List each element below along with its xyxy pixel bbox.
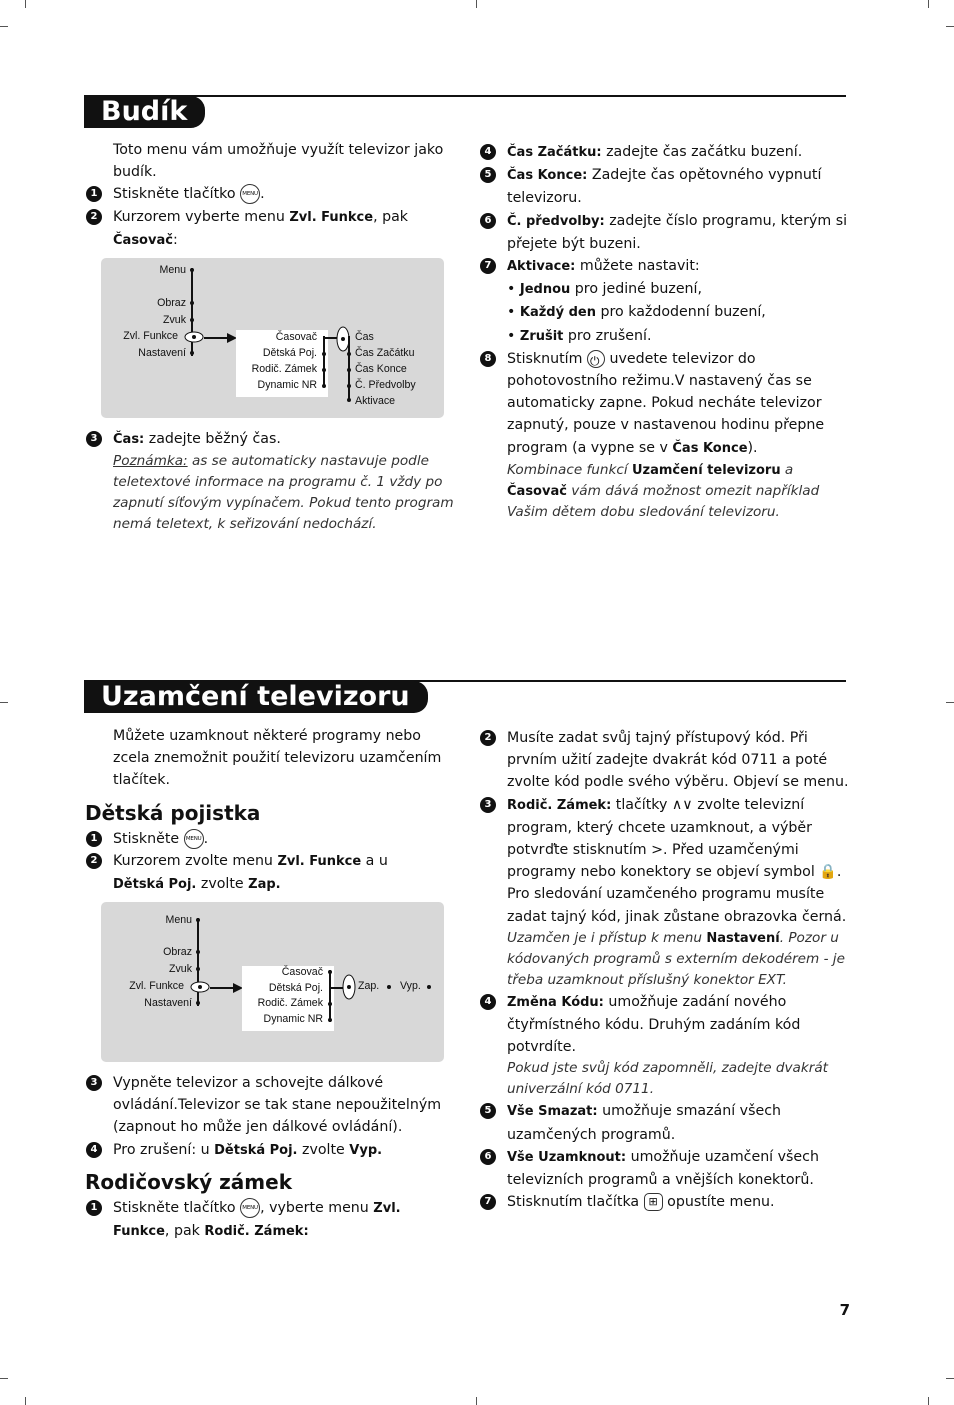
step-text: Vypněte televizor a schovejte dálkové ovládání.Televizor se tak stane nepoužitelným (zapnout ho může jen dálkové ovládání). [113, 1075, 442, 1136]
step-number: 4 [480, 144, 496, 160]
submenu-item: Rodič. Zámek [257, 997, 323, 1009]
diagram-item: Zvuk [163, 314, 186, 326]
note-body: vám dává možnost omezit například Vašim dětem dobu sledování televizoru. [507, 482, 820, 520]
note-label: Poznámka: [113, 453, 188, 470]
diagram-item: Nastavení [144, 997, 192, 1009]
step-text: tlačítky ∧∨ zvolte televizní program, který chcete uzamknout, a výběr potvrďte stisknutím >. Před uzamčenými programy nebo konektory se objeví symbol 🔒. Pro sledování uzamčeného programu musíte zadat tajný kód, jinak zůstane obrazovka černá. [507, 796, 847, 925]
lock-left-column [113, 725, 453, 792]
step-5 [484, 164, 852, 209]
step-text: můžete nastavit: [575, 258, 700, 275]
note-body: Kombinace funkcí [507, 461, 632, 478]
diagram-dot [190, 351, 194, 355]
menu-button-icon: MENU [240, 1198, 260, 1218]
step-number: 6 [480, 1149, 496, 1165]
step-4 [484, 141, 852, 164]
bold-term: Změna Kódu: [507, 994, 604, 1010]
crop-mark [946, 26, 954, 27]
diagram-dot [196, 918, 200, 922]
bold-term: Uzamčení televizoru [631, 462, 781, 478]
diagram-item: Zvuk [169, 963, 192, 975]
crop-mark [25, 0, 26, 8]
bold-term: Zvl. Funkce [277, 854, 362, 870]
step-3 [90, 428, 458, 451]
note-text [507, 928, 852, 991]
step-text: Stiskněte tlačítko [113, 1200, 236, 1216]
step-text: , vyberte menu [260, 1200, 374, 1216]
step-text: , pak [164, 1223, 205, 1240]
crop-mark [0, 1378, 8, 1379]
step-number: 7 [480, 1194, 496, 1210]
step-number: 3 [480, 797, 496, 813]
cursor-navigation-icon [190, 981, 210, 993]
diagram-item-selected: Zvl. Funkce [129, 980, 184, 992]
sub-submenu-item: Aktivace [355, 395, 396, 407]
bold-term: Č. předvolby: [507, 213, 605, 229]
submenu-item: Dětská Poj. [262, 347, 317, 359]
step-4 [484, 991, 852, 1059]
section-title-lock [84, 681, 428, 713]
diagram-item: Obraz [157, 297, 186, 309]
step-text: . [203, 831, 209, 847]
child-lock-steps-lower [90, 1072, 453, 1162]
step-5 [484, 1100, 852, 1145]
crop-mark [928, 1397, 929, 1405]
diagram-dot [190, 301, 194, 305]
submenu-item-selected: Časovač [275, 331, 317, 343]
option-daily: • Každý den pro každodenní buzení, [507, 304, 766, 321]
submenu-item-selected: Dětská Poj. [268, 982, 323, 994]
step-1 [90, 828, 453, 850]
step-text: Stisknutím tlačítka [507, 1194, 640, 1211]
note-text: Pokud jste svůj kód zapomněli, zadejte dvakrát univerzální kód 0711. [507, 1060, 829, 1098]
step-2 [90, 850, 453, 896]
step-number: 2 [480, 730, 496, 746]
crop-mark [476, 0, 477, 8]
bold-term: Časovač [113, 232, 173, 248]
bold-term: Čas Konce: [507, 168, 588, 184]
step-text: Musíte zadat svůj tajný přístupový kód. Při prvním užití zadejte dvakrát kód 0711 a poté zvolte kód podle svého výběru. Objeví se menu. [507, 730, 849, 791]
option-once: • Jednou pro jediné buzení, [507, 281, 702, 298]
step-text: . [260, 186, 265, 203]
submenu-item: Rodič. Zámek [251, 363, 317, 375]
step-text: Stiskněte [113, 831, 180, 847]
step-text: zadejte číslo programu, kterým si přejete být buzeni. [507, 212, 848, 252]
option-text: pro jediné buzení, [570, 281, 702, 298]
step-text: : [172, 231, 178, 248]
step-number: 2 [86, 853, 102, 869]
bold-term: Čas: [113, 432, 145, 447]
bold-term: Dětská Poj. [214, 1142, 298, 1158]
bold-term: Časovač [507, 483, 567, 499]
section-rule [84, 95, 846, 97]
step-1 [90, 1197, 453, 1243]
diagram-dot [328, 1018, 332, 1022]
step-number: 7 [480, 258, 496, 274]
step-text: Pro zrušení: u [113, 1141, 215, 1158]
budik-right-column [484, 141, 852, 523]
child-lock-steps [90, 828, 453, 897]
parental-lock-steps [90, 1197, 453, 1243]
step-text: Zadejte čas opětovného vypnutí televizoru. [507, 167, 822, 207]
step-number: 4 [86, 1142, 102, 1158]
step-number: 4 [480, 994, 496, 1010]
diagram-dot [322, 368, 326, 372]
menu-diagram-timer [101, 258, 444, 418]
diagram-dot [190, 318, 194, 322]
step-2 [484, 727, 852, 794]
heading-parental-lock: Rodičovský zámek [85, 1170, 292, 1194]
title-text: Uzamčení televizoru [101, 681, 410, 712]
diagram-dot [347, 384, 351, 388]
intro-text: Můžete uzamknout některé programy nebo zcela znemožnit použití televizoru uzamčením tlačítek. [113, 728, 442, 789]
option-on: Zap. [358, 980, 380, 992]
diagram-dot [196, 967, 200, 971]
diagram-menu-label: Menu [159, 264, 186, 276]
step-number: 1 [86, 1200, 102, 1216]
diagram-menu-label: Menu [165, 914, 192, 926]
sub-submenu-item: Č. Předvolby [355, 379, 416, 391]
diagram-dot [347, 352, 351, 356]
section-title-budik [84, 96, 205, 128]
bold-term: Vše Smazat: [507, 1104, 598, 1120]
diagram-dot [347, 368, 351, 372]
diagram-line [323, 336, 325, 386]
step-1 [90, 183, 458, 205]
exit-button-icon: ⊞ [644, 1193, 663, 1211]
step-3 [90, 1072, 453, 1139]
crop-mark [25, 1397, 26, 1405]
menu-button-icon: MENU [184, 829, 204, 849]
bold-term: Dětská Poj. [113, 877, 197, 893]
note-text [113, 451, 458, 535]
bold-term: Zvl. Funkce [113, 1201, 401, 1240]
step-text: ). [747, 439, 758, 456]
step-text: zadejte čas začátku buzení. [601, 144, 803, 160]
diagram-item: Nastavení [138, 347, 186, 359]
step-text: zvolte [297, 1141, 350, 1158]
sub-submenu-item: Čas Začátku [355, 347, 415, 359]
step-text: zvolte [196, 876, 249, 893]
budik-left-column-lower [90, 428, 458, 535]
crop-mark [946, 1378, 954, 1379]
step-text: opustíte menu. [667, 1194, 775, 1211]
step-7 [484, 255, 852, 278]
page-number: 7 [839, 1301, 850, 1319]
step-number: 8 [480, 351, 496, 367]
bold-term: Vyp. [349, 1142, 383, 1158]
step-number: 6 [480, 213, 496, 229]
step-7 [484, 1191, 852, 1213]
step-4 [90, 1139, 453, 1162]
diagram-dot [196, 1001, 200, 1005]
diagram-dot [328, 970, 332, 974]
step-3 [484, 794, 852, 928]
step-number: 5 [480, 167, 496, 183]
bold-term: Aktivace: [507, 259, 576, 275]
option-off: Vyp. [400, 980, 421, 992]
step-text: a u [361, 853, 388, 870]
power-button-icon [587, 350, 605, 368]
submenu-item: Dynamic NR [263, 1013, 323, 1025]
step-6 [484, 1146, 852, 1191]
bold-term: Čas Konce [672, 440, 748, 456]
step-number: 2 [86, 209, 102, 225]
bold-term: Zvl. Funkce [289, 209, 374, 225]
sub-submenu-item: Čas [355, 331, 374, 343]
step-number: 3 [86, 431, 102, 447]
step-number: 5 [480, 1103, 496, 1119]
bold-term: Zap. [248, 877, 281, 893]
menu-button-icon: MENU [240, 184, 260, 204]
bold-term: Rodič. Zámek: [204, 1224, 309, 1240]
diagram-dot [190, 268, 194, 272]
bold-term: Vše Uzamknout: [507, 1149, 627, 1165]
step-text: Kurzorem vyberte menu [113, 208, 290, 225]
step-text: Stiskněte tlačítko [113, 186, 236, 203]
diagram-line [329, 970, 331, 1022]
diagram-dot [322, 384, 326, 388]
step-text: umožňuje zadání nového čtyřmístného kódu. Druhým zadáním kód potvrdíte. [507, 993, 801, 1056]
diagram-dot [322, 352, 326, 356]
submenu-item: Dynamic NR [257, 379, 317, 391]
crop-mark [946, 702, 954, 703]
cursor-navigation-icon [342, 974, 356, 1000]
step-number: 1 [86, 831, 102, 847]
step-8 [484, 348, 852, 460]
diagram-dot [347, 398, 351, 402]
crop-mark [476, 1397, 477, 1405]
step-text: , pak [373, 208, 409, 225]
note-body: Uzamčen je i přístup k menu [507, 929, 707, 946]
diagram-item-selected: Zvl. Funkce [123, 330, 178, 342]
bold-term: Rodič. Zámek: [507, 797, 612, 813]
menu-diagram-child-lock [101, 902, 444, 1062]
step-text: umožňuje smazání všech uzamčených programů. [507, 1103, 781, 1143]
bold-term: Jednou [519, 282, 571, 298]
combination-note [507, 460, 852, 523]
submenu-item: Časovač [281, 966, 323, 978]
step-text: Stisknutím [507, 350, 583, 367]
bold-term: Nastavení [706, 930, 780, 946]
title-text: Budík [101, 96, 188, 127]
diagram-dot [387, 985, 391, 989]
step-number: 3 [86, 1075, 102, 1091]
step-text: umožňuje uzamčení všech televizních programů a vnějších konektorů. [507, 1148, 819, 1189]
diagram-dot [196, 950, 200, 954]
bold-term: Každý den [519, 305, 596, 321]
diagram-item: Obraz [163, 946, 192, 958]
cursor-navigation-icon [184, 331, 204, 343]
step-number: 1 [86, 186, 102, 202]
step-2 [90, 206, 458, 252]
note-body: . Pozor u kódovaných programů s externím dekodérem - je třeba uzamknout příslušný konektor EXT. [507, 929, 845, 988]
diagram-dot [427, 985, 431, 989]
intro-text: Toto menu vám umožňuje využít televizor jako budík. [113, 142, 444, 181]
heading-child-lock: Dětská pojistka [85, 801, 261, 825]
crop-mark [0, 26, 8, 27]
diagram-dot [328, 1002, 332, 1006]
note-body: a [780, 461, 794, 478]
step-6 [484, 210, 852, 255]
bold-term: Čas Začátku: [507, 145, 602, 160]
crop-mark [0, 702, 8, 703]
step-text: uvedete televizor do pohotovostního režimu.V nastavený čas se automaticky zapne. Pokud necháte televizor zapnutý, pouze v nastavenou hodinu přepne program (a vypne se v [507, 350, 825, 456]
crop-mark [928, 0, 929, 8]
option-text: pro zrušení. [563, 327, 652, 344]
option-text: pro každodenní buzení, [596, 304, 766, 321]
sub-submenu-item: Čas Konce [355, 363, 407, 375]
budik-left-column [90, 139, 458, 252]
lock-right-column [484, 727, 852, 1213]
option-cancel: • Zrušit pro zrušení. [507, 327, 652, 344]
bold-term: Zrušit [519, 328, 564, 344]
step-text: Kurzorem zvolte menu [113, 853, 278, 870]
step-text: zadejte běžný čas. [144, 431, 281, 447]
note-body: as se automaticky nastavuje podle teletextové informace na programu č. 1 vždy po zapnutí síťovým vypínačem. Pokud tento program nemá teletext, k seřizování nedochází. [113, 453, 454, 533]
